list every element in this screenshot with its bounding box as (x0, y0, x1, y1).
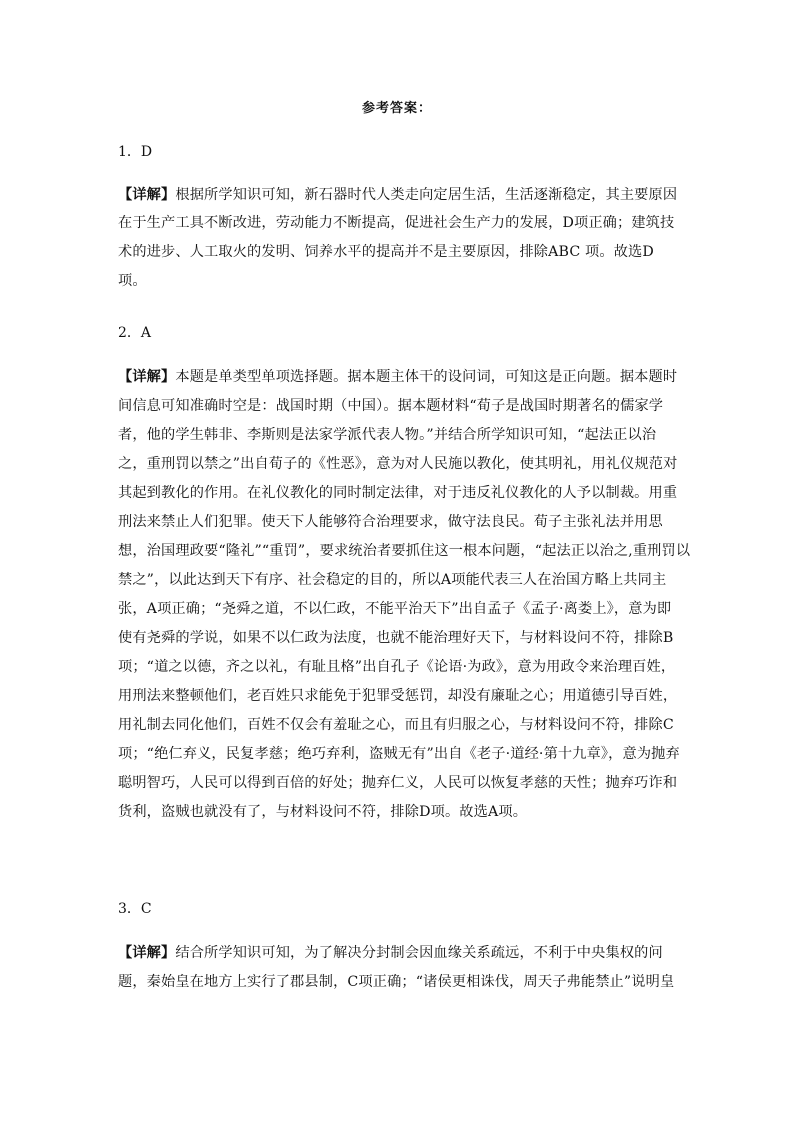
page-title: 参考答案： (361, 101, 432, 116)
answer-2-line-12: 用刑法来整顿他们，老百姓只求能免于犯罪受惩罚，却没有廉耻之心；用道德引导百姓， (118, 688, 678, 704)
answer-2-tag: 【详解】 (118, 369, 176, 385)
answer-3-line-2: 题，秦始皇在地方上实行了郡县制，C项正确；“诸侯更相诛伐，周天子弗能禁止”说明皇 (118, 974, 675, 990)
answer-2-line-4: 之，重刑罚以禁之”出自荀子的《性恶》，意为对人民施以教化，使其明礼，用礼仪规范对 (118, 456, 678, 472)
answer-2-line-11: 项；“道之以德，齐之以礼，有耻且格”出自孔子《论语·为政》，意为用政令来治理百姓， (118, 659, 676, 675)
answer-2-line-10: 使有尧舜的学说，如果不以仁政为法度，也就不能治理好天下，与材料设问不符，排除B (118, 630, 674, 646)
answer-3-line-1 (118, 943, 678, 963)
answer-2-line-5: 其起到教化的作用。在礼仪教化的同时制定法律，对于违反礼仪教化的人予以制裁。用重 (118, 485, 678, 501)
answer-2-line-16: 货利，盗贼也就没有了，与材料设问不符，排除D项。故选A项。 (118, 804, 528, 820)
answer-2-line-9: 张，A项正确；“尧舜之道，不以仁政，不能平治天下”出自孟子《孟子·离娄上》，意为即 (118, 601, 672, 617)
answer-1-line-3: 术的进步、人工取火的发明、饲养水平的提高并不是主要原因，排除ABC 项。故选D (118, 244, 654, 260)
answer-2-line-15: 聪明智巧，人民可以得到百倍的好处；抛弃仁义，人民可以恢复孝慈的天性；抛弃巧诈和 (118, 775, 678, 791)
answer-2-line-8: 禁之”，以此达到天下有序、社会稳定的目的，所以A项能代表三人在治国方略上共同主 (118, 572, 667, 588)
answer-1-line-1 (118, 185, 678, 205)
answer-1-line-4: 项。 (118, 273, 147, 289)
answer-2-line-13: 用礼制去同化他们，百姓不仅会有羞耻之心，而且有归服之心，与材料设问不符，排除C (118, 717, 674, 733)
answer-3-tag: 【详解】 (118, 945, 176, 961)
answer-2-number: 2．A (118, 325, 152, 341)
answer-2-line-14: 项；“绝仁弃义，民复孝慈；绝巧弃利，盗贼无有”出自《老子·道经·第十九章》，意为抛弃 (118, 746, 680, 762)
answer-3-number: 3．C (118, 901, 152, 917)
answer-1-number: 1．D (118, 144, 153, 160)
answer-2-line-2: 间信息可知准确时空是：战国时期（中国）。据本题材料“荀子是战国时期著名的儒家学 (118, 398, 664, 414)
answer-1-tag: 【详解】 (118, 187, 176, 203)
answer-1-line-1-text: 根据所学知识可知，新石器时代人类走向定居生活，生活逐渐稳定，其主要原因 (175, 187, 678, 203)
answer-2-line-1-text: 本题是单类型单项选择题。据本题主体干的设问词，可知这是正向题。据本题时 (175, 369, 678, 385)
answer-2-line-1 (118, 367, 678, 387)
answer-3-line-1-text: 结合所学知识可知，为了解决分封制会因血缘关系疏远，不利于中央集权的问 (175, 945, 663, 961)
answer-1-line-2: 在于生产工具不断改进，劳动能力不断提高，促进社会生产力的发展，D项正确；建筑技 (118, 215, 675, 231)
answer-2-line-6: 刑法来禁止人们犯罪。使天下人能够符合治理要求，做守法良民。荀子主张礼法并用思 (118, 514, 663, 530)
answer-2-line-7: 想，治国理政要“隆礼”“重罚”，要求统治者要抓住这一根本问题，“起法正以治之,重刑罚以 (118, 543, 691, 559)
answer-2-line-3: 者，他的学生韩非、李斯则是法家学派代表人物。”并结合所学知识可知，“起法正以治 (118, 427, 657, 443)
